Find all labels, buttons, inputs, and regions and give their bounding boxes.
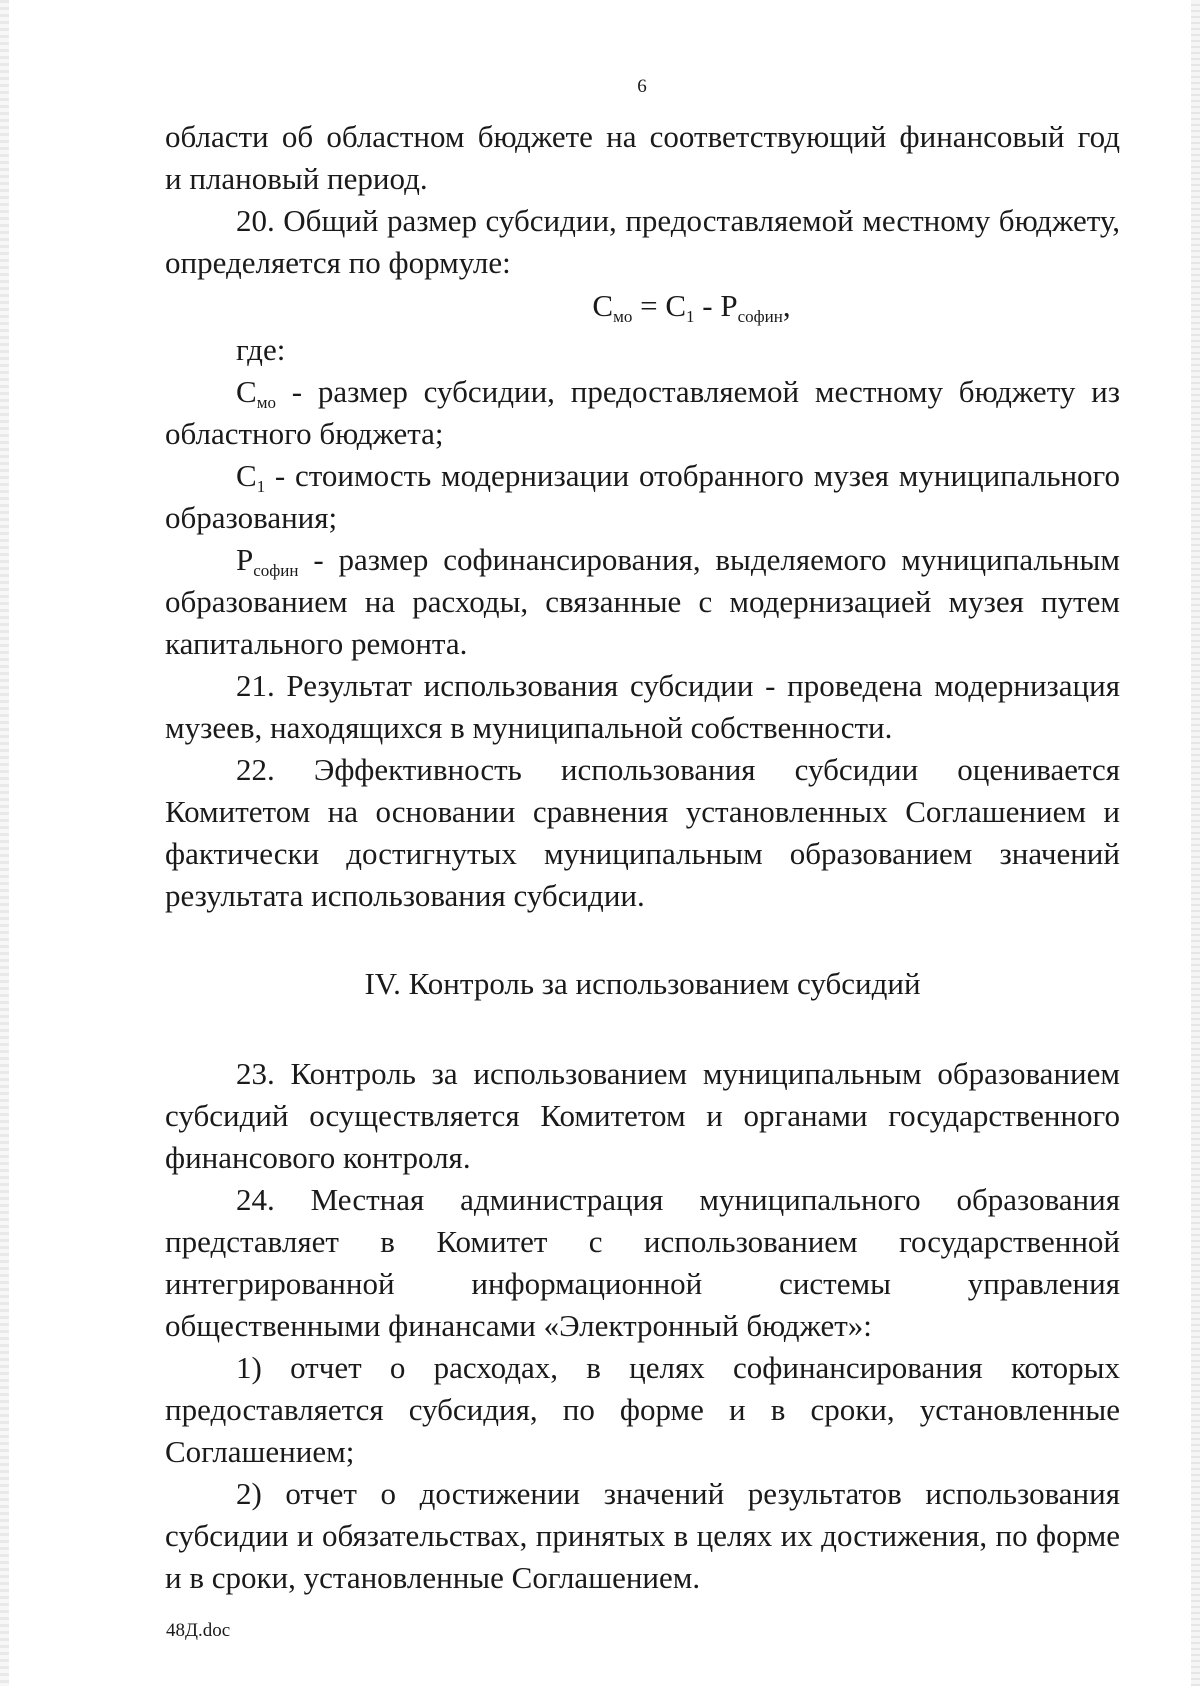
section-heading: IV. Контроль за использованием субсидий: [364, 966, 921, 1001]
paragraph-24: 24. Местная администрация муниципального образования представляет в Комитет с использованием государственной интегрированной информационной системы управления общественными финансами «Электронный бюджет»:: [165, 1182, 1120, 1343]
file-name-footer: 48Д.doc: [166, 1620, 231, 1641]
definition-c1: [165, 455, 1120, 539]
paragraph-21: 21. Результат использования субсидии - проведена модернизация музеев, находящихся в муниципальной собственности.: [165, 668, 1120, 745]
definition-cmo-subscript: мо: [256, 393, 276, 412]
definition-cmo-symbol: С: [236, 374, 257, 409]
paragraph-23: 23. Контроль за использованием муниципальным образованием субсидий осуществляется Комитетом и органами государственного финансового контроля.: [165, 1056, 1120, 1175]
definition-rsofin-symbol: Р: [236, 542, 254, 577]
definition-rsofin-text: - размер софинансирования, выделяемого муниципальным образованием на расходы, связанные с модернизацией музея путем капитального ремонта.: [165, 542, 1120, 661]
definition-rsofin-subscript: софин: [253, 561, 299, 580]
list-item-1: 1) отчет о расходах, в целях софинансирования которых предоставляется субсидия, по форме и в сроки, установленные Соглашением;: [165, 1350, 1120, 1469]
document-body: [165, 116, 1120, 1599]
paragraph-continuation-line-2: и плановый период.: [165, 161, 428, 196]
formula-subscript-sofin: софин: [737, 307, 783, 326]
paragraph-22: 22. Эффективность использования субсидии оценивается Комитетом на основании сравнения установленных Соглашением и фактически достигнутых муниципальным образованием значений результата использования субсидии.: [165, 752, 1120, 913]
list-item-2: 2) отчет о достижении значений результатов использования субсидии и обязательствах, принятых в целях их достижения, по форме и в сроки, установленные Соглашением.: [165, 1476, 1120, 1595]
definition-cmo: [165, 371, 1120, 455]
definition-c1-text: - стоимость модернизации отобранного музея муниципального образования;: [165, 458, 1120, 535]
formula-subscript-mo: мо: [613, 307, 633, 326]
definition-c1-subscript: 1: [256, 477, 266, 496]
formula-symbol-c: С: [592, 288, 614, 323]
paragraph-20: 20. Общий размер субсидии, предоставляемой местному бюджету, определяется по формуле:: [165, 203, 1120, 280]
page-number: 6: [637, 76, 647, 97]
definition-cmo-text: - размер субсидии, предоставляемой местному бюджету из областного бюджета;: [165, 374, 1120, 451]
where-label: где:: [236, 332, 286, 367]
formula-equals-c: = С: [632, 288, 687, 323]
scan-edge-left: [0, 0, 9, 1686]
paragraph-continuation-line-1: области об областном бюджете на соответствующий финансовый год: [165, 119, 1120, 154]
formula-minus-r: - Р: [694, 288, 738, 323]
definition-rsofin: [165, 539, 1120, 665]
formula-tail: ,: [782, 288, 791, 323]
scan-edge-right: [1191, 0, 1200, 1686]
definition-c1-symbol: С: [236, 458, 257, 493]
formula-subscript-1: 1: [686, 307, 695, 326]
subsidy-formula: [263, 285, 1120, 327]
